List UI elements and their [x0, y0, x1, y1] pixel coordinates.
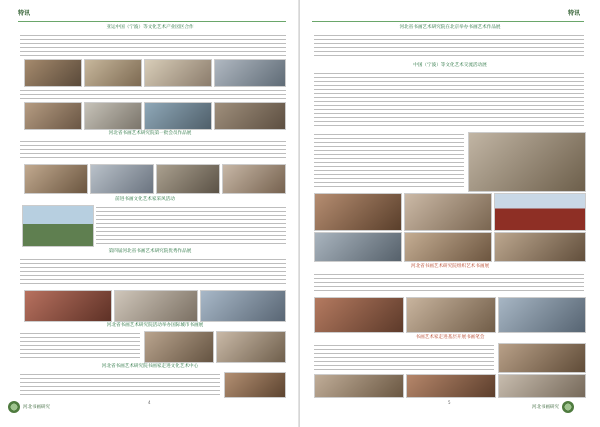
right-photo-1: [468, 132, 586, 192]
left-footer-brand: 河北书画研究: [23, 405, 50, 410]
right-header-label: 特讯: [568, 10, 581, 17]
right-photo-2: [314, 193, 402, 231]
left-photo-4: [214, 59, 286, 87]
left-article-5-title: 河北省书画艺术研究院活动举办国际城市书画展: [106, 323, 204, 328]
left-photo-15: [200, 290, 286, 322]
right-page-number: 5: [448, 400, 451, 405]
left-article-6-title: 河北省书画艺术研究院书画家走进文化艺术中心: [101, 364, 199, 369]
right-photo-9: [406, 297, 496, 333]
left-photo-6: [84, 102, 142, 130]
left-photo-16: [144, 331, 214, 363]
left-photo-1: [24, 59, 82, 87]
left-article-5-body: [20, 331, 140, 361]
left-photo-17: [216, 331, 286, 363]
left-page-number: 4: [148, 400, 151, 405]
right-article-3-title: 河北省书画艺术研究院组织艺术书画展: [410, 264, 490, 269]
right-photo-5: [314, 232, 402, 262]
left-photo-14: [114, 290, 198, 322]
left-article-6-body: [20, 372, 220, 396]
left-footer-logo: [8, 401, 20, 413]
left-photo-18: [224, 372, 286, 398]
left-footer: [8, 399, 50, 415]
left-header-rule: [18, 21, 286, 22]
left-photo-8: [214, 102, 286, 130]
right-page: [300, 0, 600, 427]
right-photo-14: [498, 374, 586, 398]
left-article-3-body: [96, 205, 286, 245]
right-header-rule: [312, 21, 584, 22]
right-photo-4: [494, 193, 586, 231]
right-photo-13: [406, 374, 496, 398]
left-header-label: 特讯: [18, 10, 31, 17]
left-article-4-body: [20, 257, 286, 287]
left-photo-9: [24, 164, 88, 194]
left-photo-10: [90, 164, 154, 194]
left-photo-3: [144, 59, 212, 87]
left-article-1-title: 亚运中国（宁波）等文化艺术产业园区合作: [106, 25, 194, 30]
right-photo-10: [498, 297, 586, 333]
right-footer-logo: [562, 401, 574, 413]
right-article-2-body: [314, 71, 584, 129]
right-article-1-title: 河北省书画艺术研究院在北京举办书画艺术作品展: [399, 25, 501, 30]
right-article-1-body: [314, 33, 584, 59]
left-article-2-title: 河北省书画艺术研究院第一批会员作品展: [108, 131, 192, 136]
left-photo-12: [222, 164, 286, 194]
left-article-2-body: [20, 139, 286, 161]
right-article-4-title: 书画艺术家走进基层开展书画笔会: [415, 335, 485, 340]
left-photo-2: [84, 59, 142, 87]
right-article-2-body-2: [314, 132, 464, 190]
left-photo-7: [144, 102, 212, 130]
left-article-1-body-2: [20, 88, 286, 100]
right-photo-11: [498, 343, 586, 373]
left-landscape-photo: [22, 205, 94, 247]
right-article-4-body: [314, 343, 494, 371]
left-article-1-body: [20, 33, 286, 57]
right-photo-6: [404, 232, 492, 262]
right-article-2-title: 中国（宁波）等文化艺术交流活动展: [413, 63, 487, 68]
left-photo-5: [24, 102, 82, 130]
left-article-4-title: 第四届河北省书画艺术研究院优秀作品展: [108, 249, 192, 254]
right-footer: [532, 399, 574, 415]
left-article-3-title: 前进书画文化艺术家采风活动: [115, 197, 175, 202]
right-photo-7: [494, 232, 586, 262]
left-photo-13: [24, 290, 112, 322]
right-footer-brand: 河北书画研究: [532, 405, 559, 410]
left-photo-11: [156, 164, 220, 194]
right-photo-12: [314, 374, 404, 398]
right-photo-8: [314, 297, 404, 333]
right-article-3-body: [314, 272, 584, 294]
right-photo-3: [404, 193, 492, 231]
